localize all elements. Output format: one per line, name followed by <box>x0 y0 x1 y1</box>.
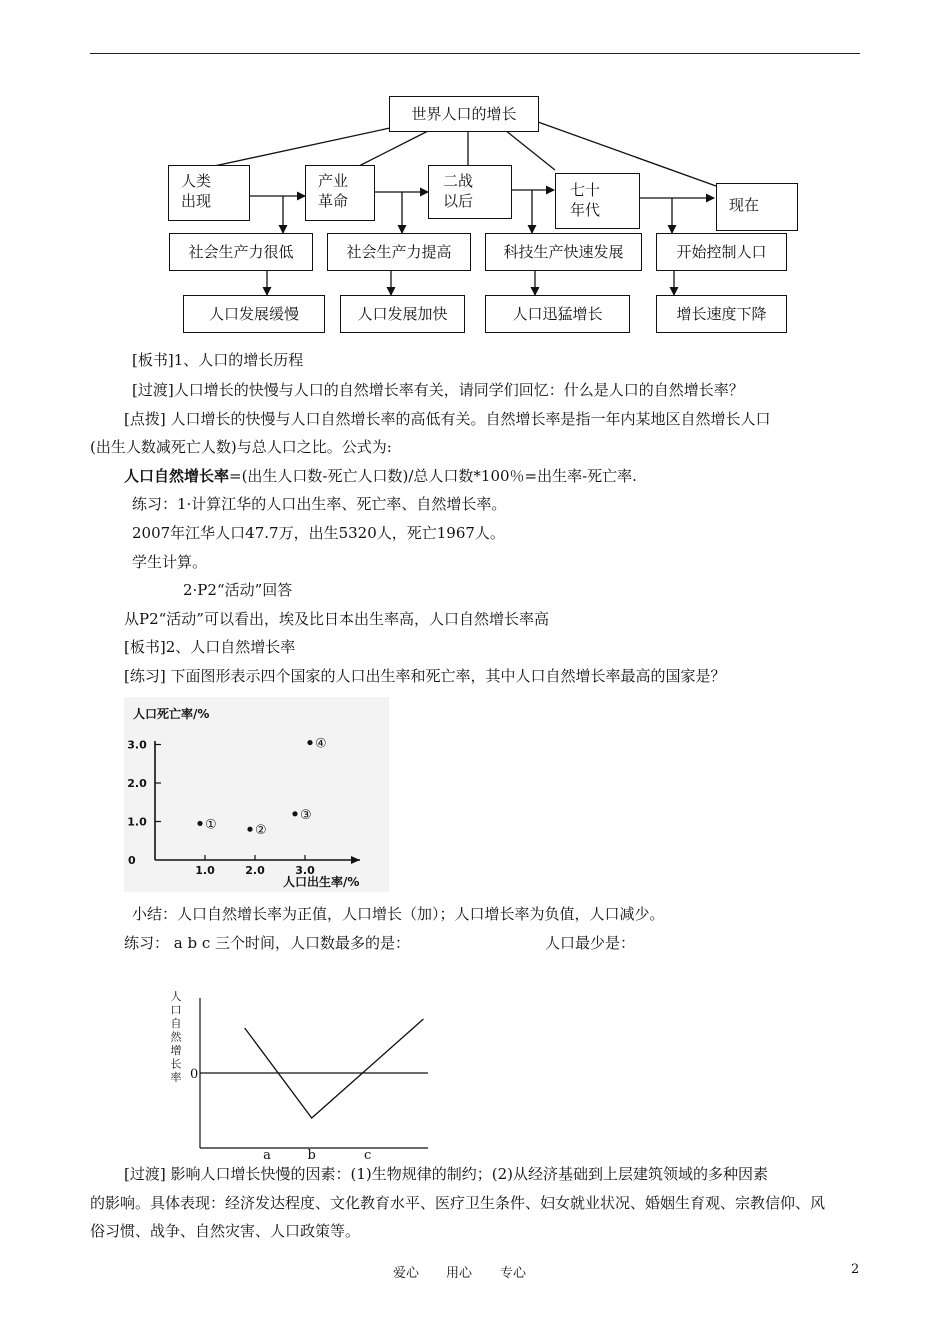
stage-label: 革命 <box>318 192 349 210</box>
data-point-label: ② <box>255 823 267 839</box>
text-line: 的影响。具体表现：经济发达程度、文化教育水平、医疗卫生条件、妇女就业状况、婚姻生育观、宗教信仰、风 <box>90 1194 826 1212</box>
y-tick-label: 3.0 <box>127 738 147 752</box>
x-tick-label: 3.0 <box>295 864 315 877</box>
productivity-label: 社会生产力提高 <box>346 243 452 261</box>
text-line: [板书]2、人口自然增长率 <box>124 638 296 656</box>
y-axis-title-char: 率 <box>170 1071 182 1084</box>
text-line: 2007年江华人口47.7万，出生5320人，死亡1967人。 <box>132 524 505 542</box>
stage-label: 二战 <box>443 172 474 190</box>
footer-motto: 专心 <box>500 1266 527 1281</box>
text-line: (出生人数减死亡人数)与总人口之比。公式为: <box>90 438 392 456</box>
productivity-label: 社会生产力很低 <box>188 243 294 261</box>
y-tick-label: 1.0 <box>127 815 147 829</box>
footer-motto: 用心 <box>446 1266 473 1281</box>
stage-label: 年代 <box>570 201 601 219</box>
y-axis-title: 人口死亡率/% <box>133 707 210 721</box>
productivity-label: 开始控制人口 <box>676 243 767 261</box>
text-line: 练习： a b c 三个时间，人口数最多的是： <box>124 934 411 952</box>
x-axis-label: a <box>263 1148 271 1163</box>
text-line: 练习：1·计算江华的人口出生率、死亡率、自然增长率。 <box>132 495 507 513</box>
x-axis-title: 人口出生率/% <box>283 875 360 889</box>
y-axis-title-char: 人 <box>170 990 182 1003</box>
page-number: 2 <box>851 1262 860 1277</box>
x-axis-label: b <box>307 1148 316 1163</box>
stage-label: 七十 <box>570 181 601 199</box>
y-axis-title-char: 长 <box>170 1057 182 1071</box>
text-line: [点拨] 人口增长的快慢与人口自然增长率的高低有关。自然增长率是指一年内某地区自然增长人口 <box>124 410 771 428</box>
data-point-label: ① <box>205 817 217 833</box>
stage-label: 产业 <box>318 172 349 190</box>
stage-label: 以后 <box>443 192 474 210</box>
text-line: [练习] 下面图形表示四个国家的人口出生率和死亡率，其中人口自然增长率最高的国家是？ <box>124 667 726 685</box>
text-line: [过渡]人口增长的快慢与人口的自然增长率有关，请同学们回忆：什么是人口的自然增长率？ <box>132 381 744 399</box>
flow-root-label: 世界人口的增长 <box>411 105 517 123</box>
data-point-label: ③ <box>300 807 312 823</box>
productivity-label: 科技生产快速发展 <box>503 243 624 261</box>
text-line: [板书]1、人口的增长历程 <box>132 351 304 369</box>
text-line: 人口最少是： <box>545 934 636 952</box>
formula-term: 人口自然增长率 <box>124 467 230 485</box>
y-axis-title-char: 然 <box>170 1030 182 1044</box>
text-line: 2·P2“活动”回答 <box>183 581 293 599</box>
growth-label: 人口迅猛增长 <box>512 305 603 323</box>
y-axis-title-char: 口 <box>170 1003 182 1017</box>
footer-motto: 爱心 <box>393 1266 420 1281</box>
origin-label: 0 <box>128 854 136 867</box>
text-line: [过渡] 影响人口增长快慢的因素：(1)生物规律的制约；(2)从经济基础到上层建筑领域的多种因素 <box>124 1165 768 1183</box>
text-line: 俗习惯、战争、自然灾害、人口政策等。 <box>90 1222 361 1240</box>
text-line: 小结：人口自然增长率为正值，人口增长（加）；人口增长率为负值，人口减少。 <box>132 905 665 923</box>
x-tick-label: 1.0 <box>195 864 215 877</box>
x-tick-label: 2.0 <box>245 864 265 877</box>
growth-label: 人口发展加快 <box>357 305 448 323</box>
y-tick-label: 2.0 <box>127 777 147 790</box>
growth-label: 人口发展缓慢 <box>208 305 299 323</box>
stage-label: 现在 <box>729 196 760 214</box>
x-axis-label: c <box>363 1148 372 1163</box>
data-point-label: ④ <box>315 736 327 752</box>
growth-label: 增长速度下降 <box>676 305 767 323</box>
zero-label: 0 <box>190 1067 199 1082</box>
text-line: 学生计算。 <box>132 553 208 571</box>
stage-label: 出现 <box>181 192 212 210</box>
text-line: 从P2“活动”可以看出，埃及比日本出生率高，人口自然增长率高 <box>124 610 549 628</box>
stage-label: 人类 <box>181 172 212 190</box>
y-axis-title-char: 增 <box>170 1044 182 1057</box>
series-line <box>245 1019 424 1118</box>
formula-body: =(出生人口数-死亡人口数)/总人口数*100％=出生率-死亡率. <box>229 467 637 485</box>
y-axis-title-char: 自 <box>170 1017 182 1030</box>
